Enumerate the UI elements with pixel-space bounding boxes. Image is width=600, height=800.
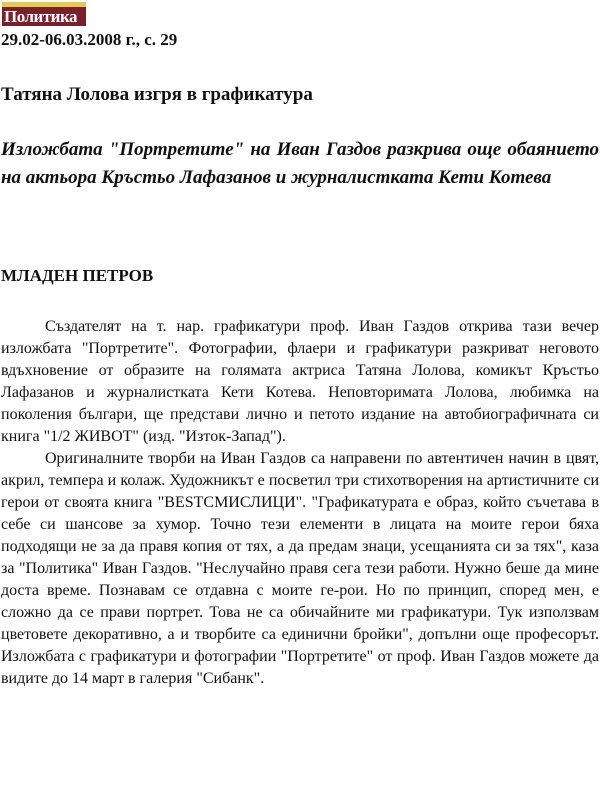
logo-text: Политика	[2, 7, 86, 26]
body-paragraph: Създателят на т. нар. графикатури проф. Иван Газдов открива тази вечер изложбата "Портретите". Фотографии, флаери и графикатури разкриват неговото вдъхновение от образите на голямата актриса Татяна Лолова, комикът Кръстьо Лафазанов и журналистката Кети Котева. Неповторимата Лолова, любимка на поколения българи, ще представи лично и петото издание на автобиографичната си книга "1/2 ЖИВОТ" (изд. "Изток-Запад").	[1, 318, 599, 445]
article-subheadline: Изложбата "Портретите" на Иван Газдов разкрива още обаянието на актьора Кръстьо Лафазанов и журналистката Кети Котева	[1, 139, 599, 188]
article-author: МЛАДЕН ПЕТРОВ	[1, 266, 154, 285]
article-headline: Татяна Лолова изгря в графикатура	[1, 84, 313, 105]
body-paragraph: Оригиналните творби на Иван Газдов са направени по автентичен начин в цвят, акрил, темпера и колаж. Художникът е посветил три стихотворения на артистичните си герои от своята книга "BESTСМИСЛИЦИ". "Графикатурата е образ, който съчетава в себе си шансове за хумор. Точно тези елементи в лицата на моите герои бяха подходящи не за да правя копия от тях, а да предам знаци, усещанията си за тях", каза за "Политика" Иван Газдов. "Неслучайно правя сега тези работи. Нужно беше да мине доста време. Познавам се отдавна с моите ге-рои. Но по принцип, според мен, е сложно да се прави портрет. Това не са обичайните ми графикатури. Тук използвам цветовете декоративно, а и творбите са единични бройки", допълни още професорът. Изложбата с графикатури и фотографии "Портретите" от проф. Иван Газдов можете да видите до 14 март в галерия "Сибанк".	[1, 450, 599, 687]
article-body	[1, 316, 599, 690]
publication-logo	[2, 2, 86, 26]
issue-date-page: 29.02-06.03.2008 г., с. 29	[1, 30, 178, 49]
